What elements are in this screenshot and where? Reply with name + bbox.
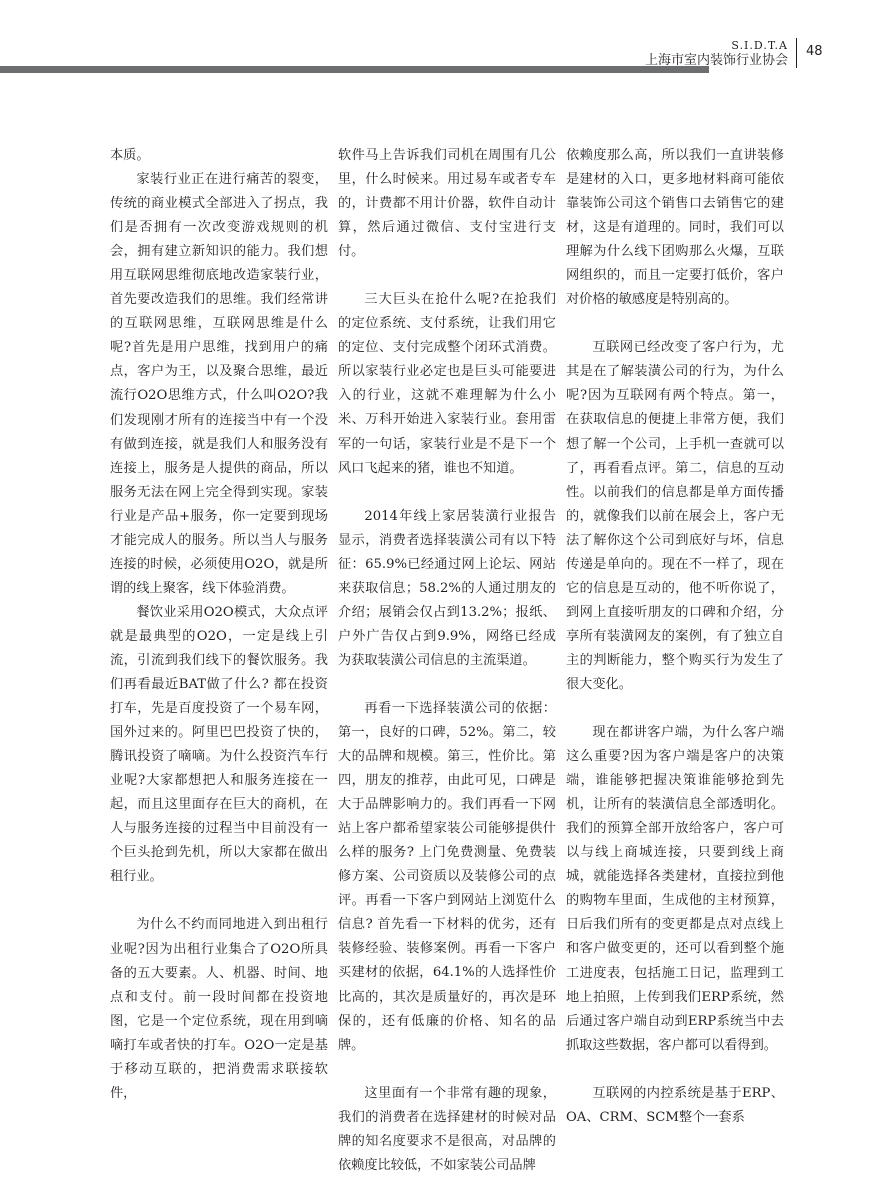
text-column-3 <box>566 144 784 1130</box>
paragraph: 再看一下选择装潢公司的依据：第一，良好的口碑，52%。第二，较大的品牌和规模。第三，性价比。第四，朋友的推荐，由此可见，口碑是大于品牌影响力的。我们再看一下网站上客户都希望家装公司能够提供什么样的服务? 上门免费测量、免费装修方案、公司资质以及装修公司的点评。再看一下客户到网站上浏览什么信息? 首先看一下材料的优劣，还有装修经验、装修案例。再看一下客户买建材的依据，64.1%的人选择性价比高的，其次是质量好的，再次是环保的，还有低廉的价格、知名的品牌。 <box>338 700 556 1053</box>
header-organization <box>645 38 788 68</box>
header-org-name: 上海市室内装饰行业协会 <box>644 53 788 68</box>
text-column-2 <box>338 144 556 1178</box>
paragraph: 依赖度那么高，所以我们一直讲装修是建材的入口，更多地材料商可能依靠装饰公司这个销售口去销售它的建材，这是有道理的。同时，我们可以理解为什么线下团购那么火爆，互联网组织的，而且一定要打低价，客户对价格的敏感度是特别高的。 <box>566 148 784 308</box>
paragraph: 本质。 <box>110 148 150 163</box>
paragraph: 现在都讲客户端，为什么客户端这么重要?因为客户端是客户的决策端，谁能够把握决策谁能够抢到先机，让所有的装潢信息全部透明化。我们的预算全部开放给客户，客户可以与线上商城连接，只要到线上商城，就能选择各类建材，直接拉到他的购物车里面，生成他的主材预算，日后我们所有的变更都是点对点线上和客户做变更的，还可以看到整个施工进度表，包括施工日记，监理到工地上拍照，上传到我们ERP系统，然后通过客户端自动到ERP系统当中去抓取这些数据，客户都可以看得到。 <box>566 725 784 1053</box>
paragraph: 互联网的内控系统是基于ERP、OA、CRM、SCM整个一套系 <box>566 1085 784 1125</box>
text-column-1 <box>110 144 328 1106</box>
header-abbreviation: S.I.D.T.A <box>731 39 788 52</box>
paragraph: 软件马上告诉我们司机在周围有几公里，什么时候来。用过易车或者专车的，计费都不用计价器，软件自动计算，然后通过微信、支付宝进行支付。 <box>338 148 556 260</box>
paragraph: 三大巨头在抢什么呢?在抢我们的定位系统、支付系统，让我们用它的定位、支付完成整个闭环式消费。所以家装行业必定也是巨头可能要进入的行业，这就不难理解为什么小米、万科开始进入家装行业。套用雷军的一句话，家装行业是不是下一个风口飞起来的猪，谁也不知道。 <box>338 292 556 476</box>
header-separator <box>796 38 797 68</box>
paragraph: 为什么不约而同地进入到出租行业呢?因为出租行业集合了O2O所具备的五大要素。人、机器、时间、地点和支付。前一段时间都在投资地图，它是一个定位系统，现在用到嘀嘀打车或者快的打车。O2O一定是基于移动互联的，把消费需求联接软件， <box>110 917 328 1101</box>
paragraph: 餐饮业采用O2O模式，大众点评就是最典型的O2O，一定是线上引流，引流到我们线下的餐饮服务。我们再看最近BAT做了什么? 都在投资打车，先是百度投资了一个易车网，国外过来的。阿里巴巴投资了快的，腾讯投资了嘀嘀。为什么投资汽车行业呢?大家都想把人和服务连接在一起，而且这里面存在巨大的商机，在人与服务连接的过程当中目前没有一个巨头抢到先机，所以大家都在做出租行业。 <box>110 604 328 885</box>
page-number: 48 <box>806 44 823 59</box>
paragraph: 2014年线上家居装潢行业报告显示，消费者选择装潢公司有以下特征：65.9%已经通过网上论坛、网站来获取信息；58.2%的人通过朋友的介绍；展销会仅占到13.2%；报纸、户外广告仅占到9.9%，网络已经成为获取装潢公司信息的主流渠道。 <box>338 508 556 668</box>
paragraph: 这里面有一个非常有趣的现象，我们的消费者在选择建材的时候对品牌的知名度要求不是很高，对品牌的依赖度比较低，不如家装公司品牌 <box>338 1085 556 1173</box>
header-rule <box>0 66 709 73</box>
paragraph: 互联网已经改变了客户行为，尤其是在了解装潢公司的行为，为什么呢?因为互联网有两个特点。第一，在获取信息的便捷上非常方便，我们想了解一个公司，上手机一查就可以了，再看看点评。第二，信息的互动性。以前我们的信息都是单方面传播的，就像我们以前在展会上，客户无法了解你这个公司到底好与坏，信息传递是单向的。现在不一样了，现在它的信息是互动的，他不听你说了，到网上直接听朋友的口碑和介绍，分享所有装潢网友的案例，有了独立自主的判断能力，整个购买行为发生了很大变化。 <box>566 340 784 692</box>
paragraph: 家装行业正在进行痛苦的裂变，传统的商业模式全部进入了拐点，我们是否拥有一次改变游戏规则的机会，拥有建立新知识的能力。我们想用互联网思维彻底地改造家装行业，首先要改造我们的思维。我们经常讲的互联网思维，互联网思维是什么呢?首先是用户思维，找到用户的痛点，客户为王，以及聚合思维，最近流行O2O思维方式，什么叫O2O?我们发现刚才所有的连接当中有一个没有做到连接，就是我们人和服务没有连接上，服务是人提供的商品，所以服务无法在网上完全得到实现。家装行业是产品+服务，你一定要到现场才能完成人的服务。所以当人与服务连接的时候，必须使用O2O，就是所谓的线上聚客，线下体验消费。 <box>110 172 328 596</box>
